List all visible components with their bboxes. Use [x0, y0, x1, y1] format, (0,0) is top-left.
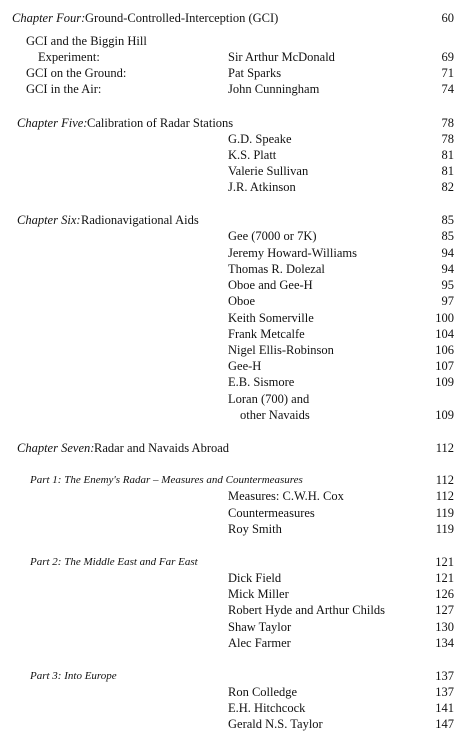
- page-number: 69: [441, 50, 454, 64]
- page-number: 121: [435, 571, 454, 585]
- toc-row: [0, 505, 474, 521]
- part-heading: Part 3: Into Europe: [30, 670, 117, 682]
- toc-row: [0, 684, 474, 700]
- chapter-heading: Chapter Five:: [17, 116, 88, 130]
- entry-name: Shaw Taylor: [228, 620, 292, 634]
- toc-row: [0, 163, 474, 179]
- toc-row: [0, 49, 474, 65]
- entry-name: E.H. Hitchcock: [228, 701, 306, 715]
- chapter-title: Ground-Controlled-Interception (GCI): [85, 11, 279, 25]
- chapter-title: Radionavigational Aids: [81, 213, 199, 227]
- toc-row: [0, 374, 474, 390]
- entry-name: Countermeasures: [228, 506, 315, 520]
- entry-name: Keith Somerville: [228, 311, 314, 325]
- toc-row: [0, 261, 474, 277]
- toc-row: [0, 212, 474, 228]
- part-heading: Part 2: The Middle East and Far East: [30, 556, 198, 568]
- page-number: 137: [435, 685, 454, 699]
- toc-row: [0, 440, 474, 456]
- entry-name: Roy Smith: [228, 522, 282, 536]
- entry-name: John Cunningham: [228, 82, 320, 96]
- page-number: 104: [435, 327, 454, 341]
- page-number: 141: [435, 701, 454, 715]
- chapter-heading: Chapter Four:: [12, 11, 86, 25]
- entry-name: Gee-H: [228, 359, 262, 373]
- entry-name: Oboe: [228, 294, 256, 308]
- entry-name: Robert Hyde and Arthur Childs: [228, 603, 385, 617]
- page-number: 94: [441, 246, 454, 260]
- toc-row: [0, 521, 474, 537]
- page-number: 85: [441, 213, 454, 227]
- page-number: 112: [435, 441, 454, 455]
- entry-name: Measures: C.W.H. Cox: [228, 489, 344, 503]
- entry-name: Valerie Sullivan: [228, 164, 309, 178]
- page-number: 82: [441, 180, 454, 194]
- toc-row: [0, 228, 474, 244]
- entry-name: E.B. Sismore: [228, 375, 295, 389]
- entry-name: Sir Arthur McDonald: [228, 50, 335, 64]
- entry-name: other Navaids: [240, 408, 310, 422]
- toc-row: [0, 358, 474, 374]
- toc-row: [0, 277, 474, 293]
- page-number: 112: [435, 489, 454, 503]
- section-label: Experiment:: [38, 50, 100, 64]
- chapter-title: Calibration of Radar Stations: [87, 116, 234, 130]
- toc-row: [0, 488, 474, 504]
- toc-row: [0, 554, 474, 570]
- toc-row: [0, 10, 474, 26]
- page-number: 85: [441, 229, 454, 243]
- page-number: 74: [441, 82, 454, 96]
- toc-row: [0, 391, 474, 407]
- chapter-heading: Chapter Seven:: [17, 441, 95, 455]
- page-number: 112: [435, 473, 454, 487]
- toc-row: [0, 716, 474, 732]
- page-number: 71: [441, 66, 454, 80]
- toc-row: [0, 570, 474, 586]
- page-number: 130: [435, 620, 454, 634]
- toc-row: [0, 115, 474, 131]
- toc-row: [0, 179, 474, 195]
- toc-row: [0, 245, 474, 261]
- entry-name: Ron Colledge: [228, 685, 298, 699]
- page-number: 95: [441, 278, 454, 292]
- toc-row: [0, 700, 474, 716]
- toc-row: [0, 635, 474, 651]
- page-number: 134: [435, 636, 454, 650]
- toc-row: [0, 602, 474, 618]
- toc-row: [0, 147, 474, 163]
- entry-name: Frank Metcalfe: [228, 327, 305, 341]
- toc-row: [0, 586, 474, 602]
- toc-row: [0, 65, 474, 81]
- page-number: 109: [435, 408, 454, 422]
- toc-row: [0, 131, 474, 147]
- page-number: 97: [441, 294, 454, 308]
- entry-name: K.S. Platt: [228, 148, 277, 162]
- page-number: 127: [435, 603, 454, 617]
- toc-row: [0, 310, 474, 326]
- toc-row: [0, 472, 474, 488]
- entry-name: Gerald N.S. Taylor: [228, 717, 323, 731]
- page-number: 119: [435, 522, 454, 536]
- section-label: GCI in the Air:: [26, 82, 102, 96]
- toc-row: [0, 342, 474, 358]
- page-number: 119: [435, 506, 454, 520]
- entry-name: Jeremy Howard-Williams: [228, 246, 357, 260]
- entry-name: G.D. Speake: [228, 132, 292, 146]
- entry-name: J.R. Atkinson: [228, 180, 296, 194]
- page-number: 121: [435, 555, 454, 569]
- page-number: 107: [435, 359, 454, 373]
- toc-row: [0, 293, 474, 309]
- entry-name: Loran (700) and: [228, 392, 310, 406]
- page-number: 81: [441, 148, 454, 162]
- page-number: 81: [441, 164, 454, 178]
- chapter-title: Radar and Navaids Abroad: [94, 441, 230, 455]
- page-number: 60: [441, 11, 454, 25]
- toc-row: [0, 668, 474, 684]
- entry-name: Pat Sparks: [228, 66, 282, 80]
- entry-name: Mick Miller: [228, 587, 289, 601]
- section-label: GCI on the Ground:: [26, 66, 127, 80]
- page-number: 126: [435, 587, 454, 601]
- page-number: 147: [435, 717, 454, 731]
- toc-row: [0, 407, 474, 423]
- section-label: GCI and the Biggin Hill: [26, 34, 147, 48]
- toc-row: [0, 33, 474, 49]
- page-number: 106: [435, 343, 454, 357]
- toc-row: [0, 81, 474, 97]
- entry-name: Alec Farmer: [228, 636, 291, 650]
- toc-row: [0, 619, 474, 635]
- entry-name: Oboe and Gee-H: [228, 278, 313, 292]
- page-number: 78: [441, 116, 454, 130]
- page-number: 78: [441, 132, 454, 146]
- page-number: 94: [441, 262, 454, 276]
- entry-name: Gee (7000 or 7K): [228, 229, 317, 243]
- page-number: 100: [435, 311, 454, 325]
- entry-name: Thomas R. Dolezal: [228, 262, 325, 276]
- toc-row: [0, 326, 474, 342]
- page-number: 109: [435, 375, 454, 389]
- entry-name: Dick Field: [228, 571, 282, 585]
- chapter-heading: Chapter Six:: [17, 213, 81, 227]
- part-heading: Part 1: The Enemy's Radar – Measures and Countermeasures: [30, 474, 303, 486]
- page-number: 137: [435, 669, 454, 683]
- entry-name: Nigel Ellis-Robinson: [228, 343, 334, 357]
